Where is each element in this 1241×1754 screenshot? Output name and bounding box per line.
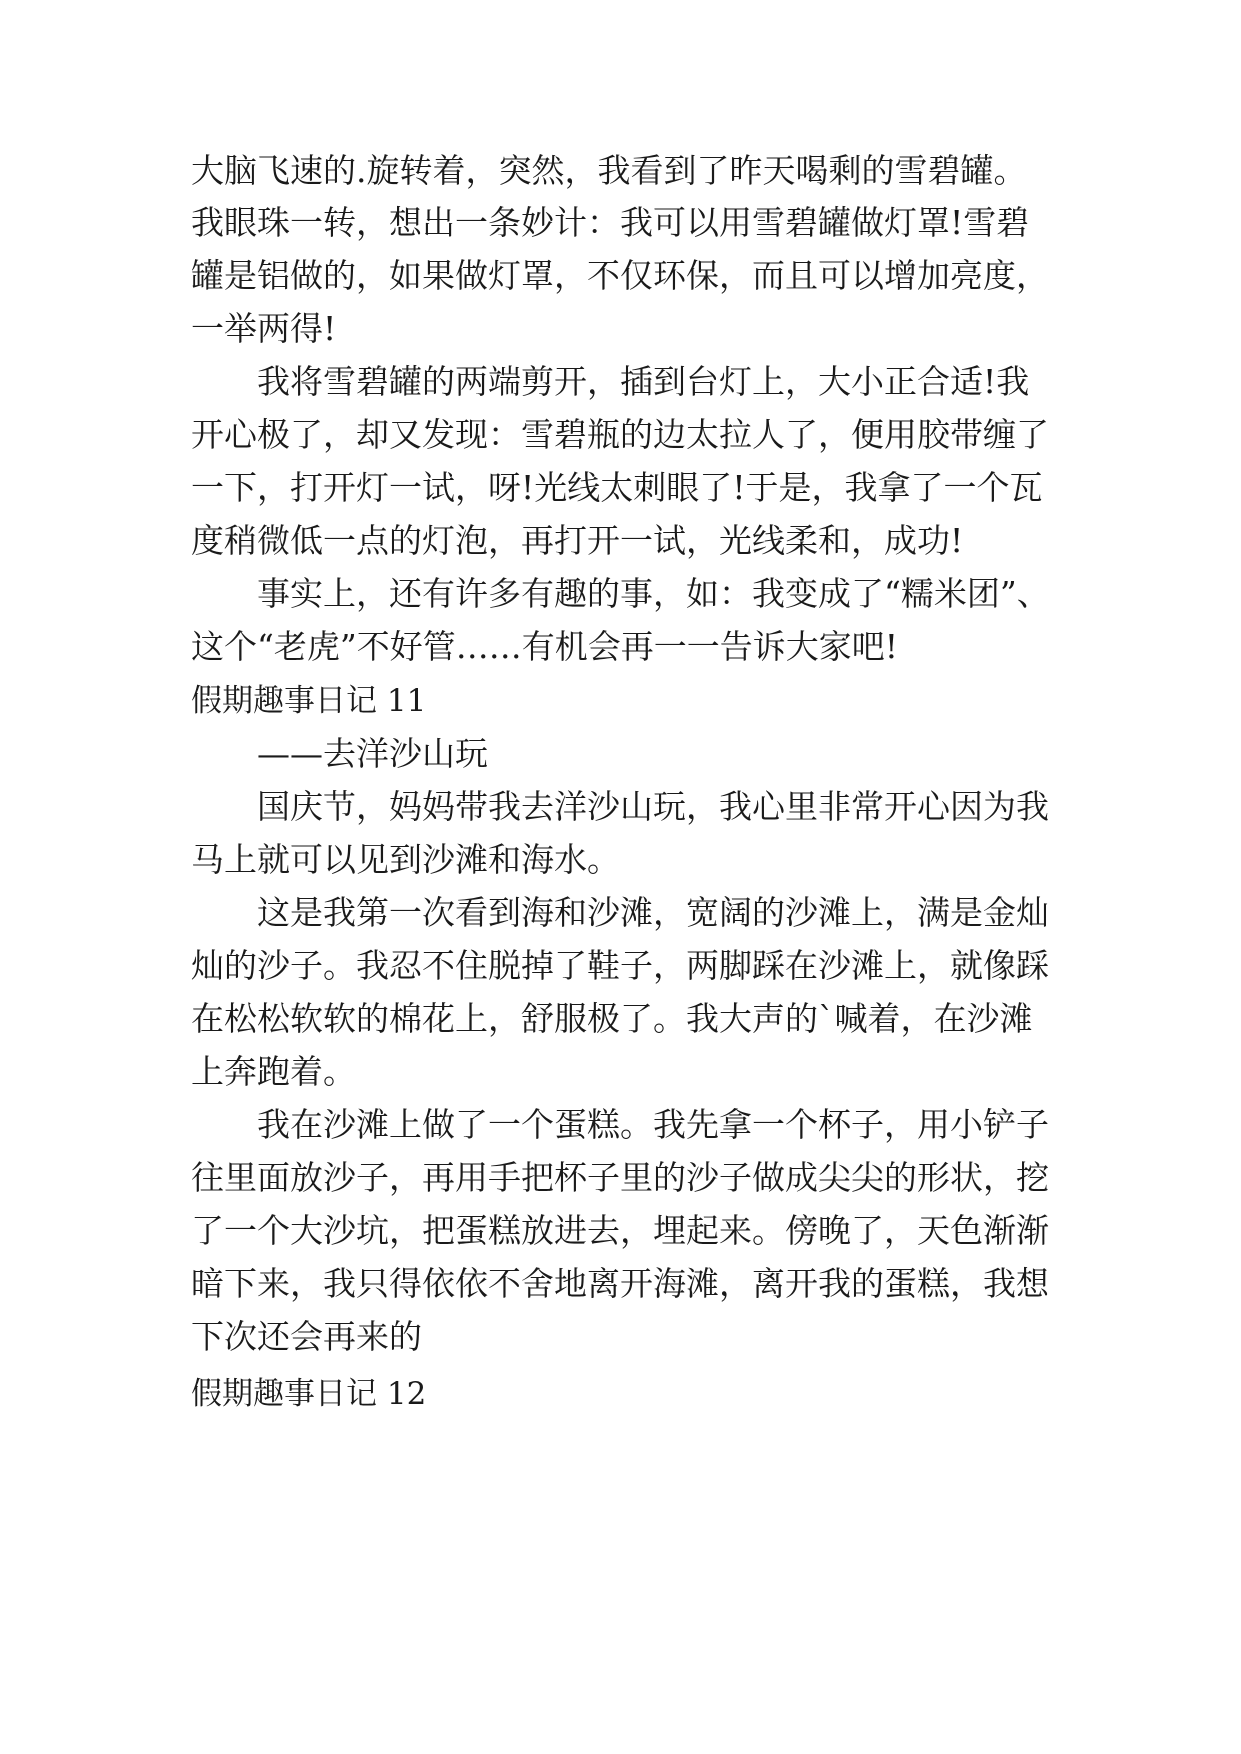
paragraph-first-line: 事实上，还有许多有趣的事，如：我变成了“糯米团”、 <box>257 574 1050 613</box>
paragraph-first-line: 国庆节，妈妈带我去洋沙山玩，我心里非常开心因为我 <box>257 787 1049 826</box>
body-line: 一下，打开灯一试，呀!光线太刺眼了!于是，我拿了一个瓦 <box>191 468 1043 507</box>
body-line: 开心极了，却又发现：雪碧瓶的边太拉人了，便用胶带缠了 <box>191 415 1049 454</box>
body-line: 罐是铝做的，如果做灯罩，不仅环保，而且可以增加亮度， <box>191 256 1049 295</box>
paragraph-first-line: 我将雪碧罐的两端剪开，插到台灯上，大小正合适!我 <box>257 362 1030 401</box>
diary-heading: 假期趣事日记 11 <box>191 683 427 719</box>
body-line: 暗下来，我只得依依不舍地离开海滩，离开我的蛋糕，我想 <box>191 1264 1049 1303</box>
body-line: 下次还会再来的 <box>191 1317 422 1356</box>
body-line: 上奔跑着。 <box>191 1052 356 1091</box>
body-line: 往里面放沙子，再用手把杯子里的沙子做成尖尖的形状，挖 <box>191 1158 1049 1197</box>
body-line: 马上就可以见到沙滩和海水。 <box>191 840 620 879</box>
paragraph-first-line: 我在沙滩上做了一个蛋糕。我先拿一个杯子，用小铲子 <box>257 1105 1049 1144</box>
paragraph-first-line: 这是我第一次看到海和沙滩，宽阔的沙滩上，满是金灿 <box>257 893 1049 932</box>
body-line: 大脑飞速的.旋转着，突然，我看到了昨天喝剩的雪碧罐。 <box>191 151 1027 190</box>
body-line: 度稍微低一点的灯泡，再打开一试，光线柔和，成功! <box>191 521 964 560</box>
body-line: 这个“老虎”不好管……有机会再一一告诉大家吧! <box>191 627 899 666</box>
body-line: 在松松软软的棉花上，舒服极了。我大声的`喊着，在沙滩 <box>191 999 1033 1038</box>
body-line: 了一个大沙坑，把蛋糕放进去，埋起来。傍晚了，天色渐渐 <box>191 1211 1049 1250</box>
body-line: 灿的沙子。我忍不住脱掉了鞋子，两脚踩在沙滩上，就像踩 <box>191 946 1049 985</box>
diary-subtitle: ——去洋沙山玩 <box>257 734 488 773</box>
body-line: 一举两得! <box>191 309 337 348</box>
diary-heading: 假期趣事日记 12 <box>191 1376 427 1412</box>
body-line: 我眼珠一转，想出一条妙计：我可以用雪碧罐做灯罩!雪碧 <box>191 203 1030 242</box>
